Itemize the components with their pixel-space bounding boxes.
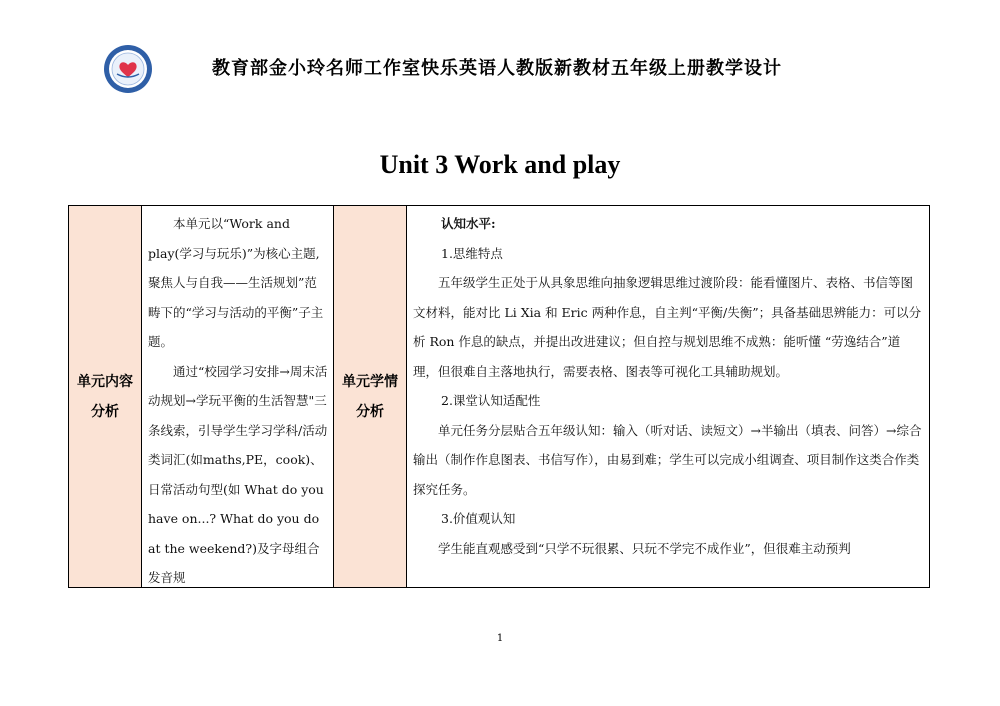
cognitive-level-heading: 认知水平: bbox=[441, 216, 496, 231]
analysis-item-text: 五年级学生正处于从具象思维向抽象逻辑思维过渡阶段：能看懂图片、表格、书信等图文材料，能对比 Li Xia 和 Eric 两种作息，自主判“平衡/失衡”；具备基础思辨能力：可以分析 Ron 作息的缺点，并提出改进建议；但自控与规划思维不成熟：能听懂 “劳逸结合”道理，但很难自主落地执行，需要表格、图表等可视化工具辅助规划。 bbox=[413, 275, 922, 379]
unit-title: Unit 3 Work and play bbox=[379, 150, 621, 179]
content-paragraph: 通过“校园学习安排→周末活动规划→学玩平衡的生活智慧"三条线索，引导学生学习学科/活动类词汇(如maths,PE，cook)、日常活动句型(如 What do you have on...? What do you do at the weekend?)及字母组合发音规 bbox=[148, 363, 328, 585]
content-analysis-label-cell bbox=[69, 206, 142, 587]
document-header-title: 教育部金小玲名师工作室快乐英语人教版新教材五年级上册教学设计 bbox=[212, 58, 782, 79]
analysis-item-text: 学生能直观感受到“只学不玩很累、只玩不学完不成作业”，但很难主动预判 bbox=[438, 540, 851, 556]
content-paragraph: 本单元以“Work and play(学习与玩乐)”为核心主题,聚焦人与自我——生活规划”范畴下的“学习与活动的平衡”子主题。 bbox=[148, 216, 324, 349]
learner-analysis-label-line2: 分析 bbox=[356, 403, 384, 420]
analysis-item-title: 1.思维特点 bbox=[441, 245, 503, 261]
learner-analysis-text-cell bbox=[407, 206, 929, 587]
content-analysis-label-line2: 分析 bbox=[91, 403, 119, 420]
studio-logo-icon bbox=[103, 44, 153, 94]
analysis-item-text: 单元任务分层贴合五年级认知：输入（听对话、读短文）→半输出（填表、问答）→综合输出（制作作息图表、书信写作），由易到难；学生可以完成小组调查、项目制作这类合作类探究任务。 bbox=[413, 422, 922, 497]
learner-analysis-label-line1: 单元学情 bbox=[342, 373, 398, 390]
page-number: 1 bbox=[496, 633, 504, 644]
unit-analysis-table bbox=[68, 205, 930, 588]
content-analysis-text-cell bbox=[142, 206, 334, 587]
content-analysis-label-line1: 单元内容 bbox=[77, 373, 133, 390]
analysis-item-title: 3.价值观认知 bbox=[441, 511, 516, 526]
analysis-item-title: 2.课堂认知适配性 bbox=[441, 393, 541, 408]
learner-analysis-label-cell bbox=[334, 206, 407, 587]
